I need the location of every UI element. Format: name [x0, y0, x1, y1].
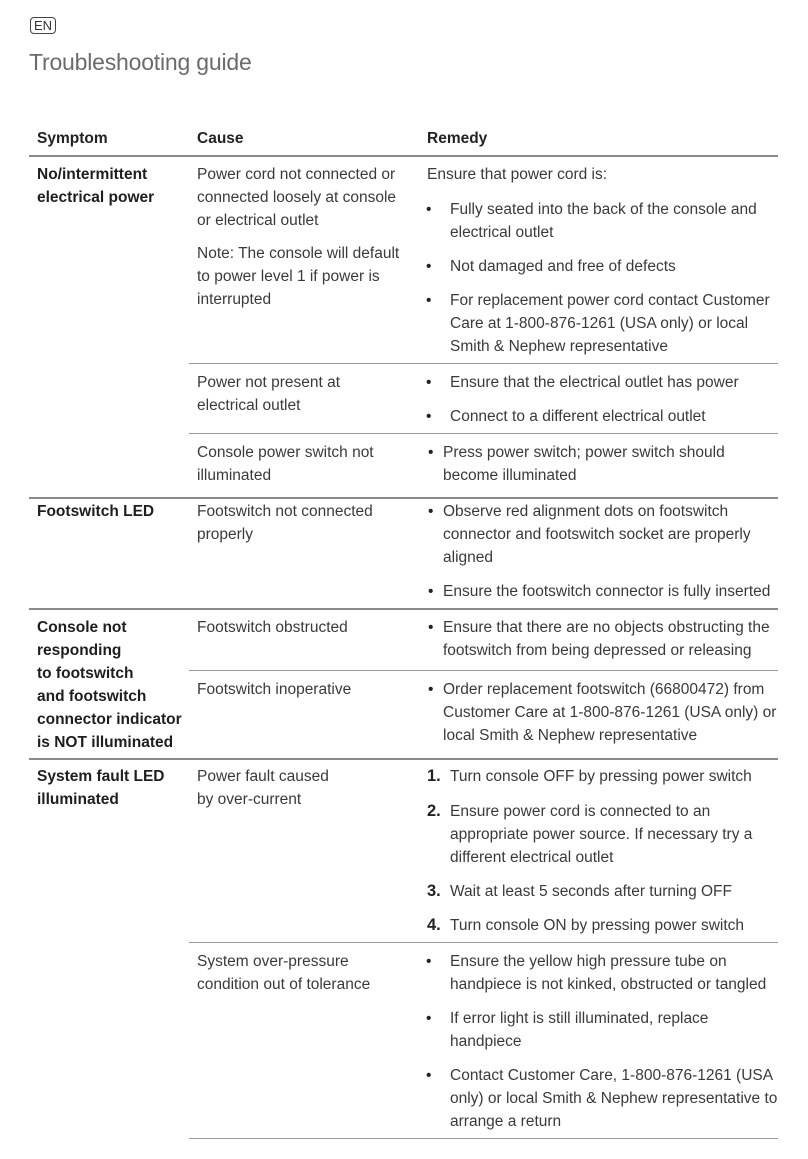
symptom-text: to footswitch	[37, 665, 134, 682]
cause-text: Footswitch inoperative	[197, 681, 352, 698]
remedy-text: only) or local Smith & Nephew representative to	[450, 1090, 778, 1107]
remedy-text: handpiece is not kinked, obstructed or tangled	[450, 976, 767, 993]
cause-text: illuminated	[197, 467, 272, 484]
sub-row-separator	[189, 433, 778, 434]
remedy-text: local Smith & Nephew representative	[443, 727, 698, 744]
remedy-intro: Ensure that power cord is:	[427, 166, 608, 183]
page-title: Troubleshooting guide	[29, 49, 252, 75]
symptom-text: is NOT illuminated	[37, 734, 174, 751]
symptom-text: responding	[37, 642, 122, 659]
remedy-text: Ensure that the electrical outlet has power	[450, 374, 739, 391]
remedy-text: footswitch from being depressed or releasing	[443, 642, 752, 659]
remedy-text: different electrical outlet	[450, 849, 614, 866]
bullet-icon: •	[426, 408, 432, 425]
bullet-icon: •	[428, 444, 434, 461]
cause-text: Footswitch not connected	[197, 503, 373, 520]
remedy-text: handpiece	[450, 1033, 522, 1050]
cause-text: Power not present at	[197, 374, 341, 391]
remedy-text: Wait at least 5 seconds after turning OFF	[450, 883, 732, 900]
remedy-text: appropriate power source. If necessary try a	[450, 826, 753, 843]
symptom-text: System fault LED	[37, 768, 165, 785]
remedy-text: electrical outlet	[450, 224, 554, 241]
bullet-icon: •	[426, 1010, 432, 1027]
remedy-text: Smith & Nephew representative	[450, 338, 668, 355]
column-header-remedy: Remedy	[427, 130, 488, 147]
symptom-text: No/intermittent	[37, 166, 148, 183]
cause-note: to power level 1 if power is	[197, 268, 380, 285]
remedy-text: Care at 1-800-876-1261 (USA only) or local	[450, 315, 749, 332]
cause-text: condition out of tolerance	[197, 976, 371, 993]
remedy-text: Press power switch; power switch should	[443, 444, 725, 461]
column-header-cause: Cause	[197, 130, 244, 147]
symptom-text: Console not	[37, 619, 127, 636]
remedy-text: Fully seated into the back of the console and	[450, 201, 757, 218]
cause-text: Console power switch not	[197, 444, 374, 461]
bullet-icon: •	[426, 1067, 432, 1084]
cause-text: System over-pressure	[197, 953, 349, 970]
remedy-text: For replacement power cord contact Customer	[450, 292, 770, 309]
column-header-symptom: Symptom	[37, 130, 108, 147]
symptom-text: illuminated	[37, 791, 119, 808]
remedy-text: Connect to a different electrical outlet	[450, 408, 706, 425]
remedy-text: Observe red alignment dots on footswitch	[443, 503, 729, 520]
remedy-text: Turn console OFF by pressing power switch	[450, 768, 752, 785]
cause-text: properly	[197, 526, 253, 543]
remedy-text: Order replacement footswitch (66800472) from	[443, 681, 765, 698]
bullet-icon: •	[426, 953, 432, 970]
step-number: 3.	[427, 882, 441, 900]
symptom-text: electrical power	[37, 189, 155, 206]
cause-text: connected loosely at console	[197, 189, 397, 206]
cause-note: interrupted	[197, 291, 272, 308]
remedy-text: If error light is still illuminated, replace	[450, 1010, 709, 1027]
bullet-icon: •	[428, 619, 434, 636]
symptom-text: connector indicator	[37, 711, 182, 728]
bullet-icon: •	[428, 583, 434, 600]
row-separator	[29, 608, 778, 610]
cause-note: Note: The console will default	[197, 245, 400, 262]
remedy-text: Not damaged and free of defects	[450, 258, 676, 275]
language-badge: EN	[30, 17, 56, 34]
remedy-text: Customer Care at 1-800-876-1261 (USA only) or	[443, 704, 777, 721]
row-separator	[29, 758, 778, 760]
remedy-text: arrange a return	[450, 1113, 562, 1130]
remedy-text: connector and footswitch socket are properly	[443, 526, 751, 543]
cause-text: Power cord not connected or	[197, 166, 396, 183]
remedy-text: aligned	[443, 549, 493, 566]
step-number: 4.	[427, 916, 441, 934]
remedy-text: Contact Customer Care, 1-800-876-1261 (USA	[450, 1067, 774, 1084]
bullet-icon: •	[426, 201, 432, 218]
symptom-text: Footswitch LED	[37, 503, 155, 520]
step-number: 1.	[427, 767, 441, 785]
cause-text: electrical outlet	[197, 397, 301, 414]
symptom-text: and footswitch	[37, 688, 147, 705]
remedy-text: Ensure power cord is connected to an	[450, 803, 711, 820]
bullet-icon: •	[428, 503, 434, 520]
sub-row-separator	[189, 363, 778, 364]
bullet-icon: •	[426, 258, 432, 275]
sub-row-separator	[189, 670, 778, 671]
remedy-text: Turn console ON by pressing power switch	[450, 917, 745, 934]
remedy-text: Ensure the footswitch connector is fully inserted	[443, 583, 771, 600]
sub-row-separator	[189, 1138, 778, 1139]
remedy-text: become illuminated	[443, 467, 577, 484]
step-number: 2.	[427, 802, 441, 820]
remedy-text: Ensure the yellow high pressure tube on	[450, 953, 727, 970]
cause-text: Power fault caused	[197, 768, 329, 785]
row-separator	[29, 497, 778, 499]
sub-row-separator	[189, 942, 778, 943]
cause-text: by over-current	[197, 791, 302, 808]
bullet-icon: •	[428, 681, 434, 698]
bullet-icon: •	[426, 292, 432, 309]
header-rule	[29, 155, 778, 157]
bullet-icon: •	[426, 374, 432, 391]
cause-text: or electrical outlet	[197, 212, 319, 229]
remedy-text: Ensure that there are no objects obstructing the	[443, 619, 770, 636]
cause-text: Footswitch obstructed	[197, 619, 348, 636]
